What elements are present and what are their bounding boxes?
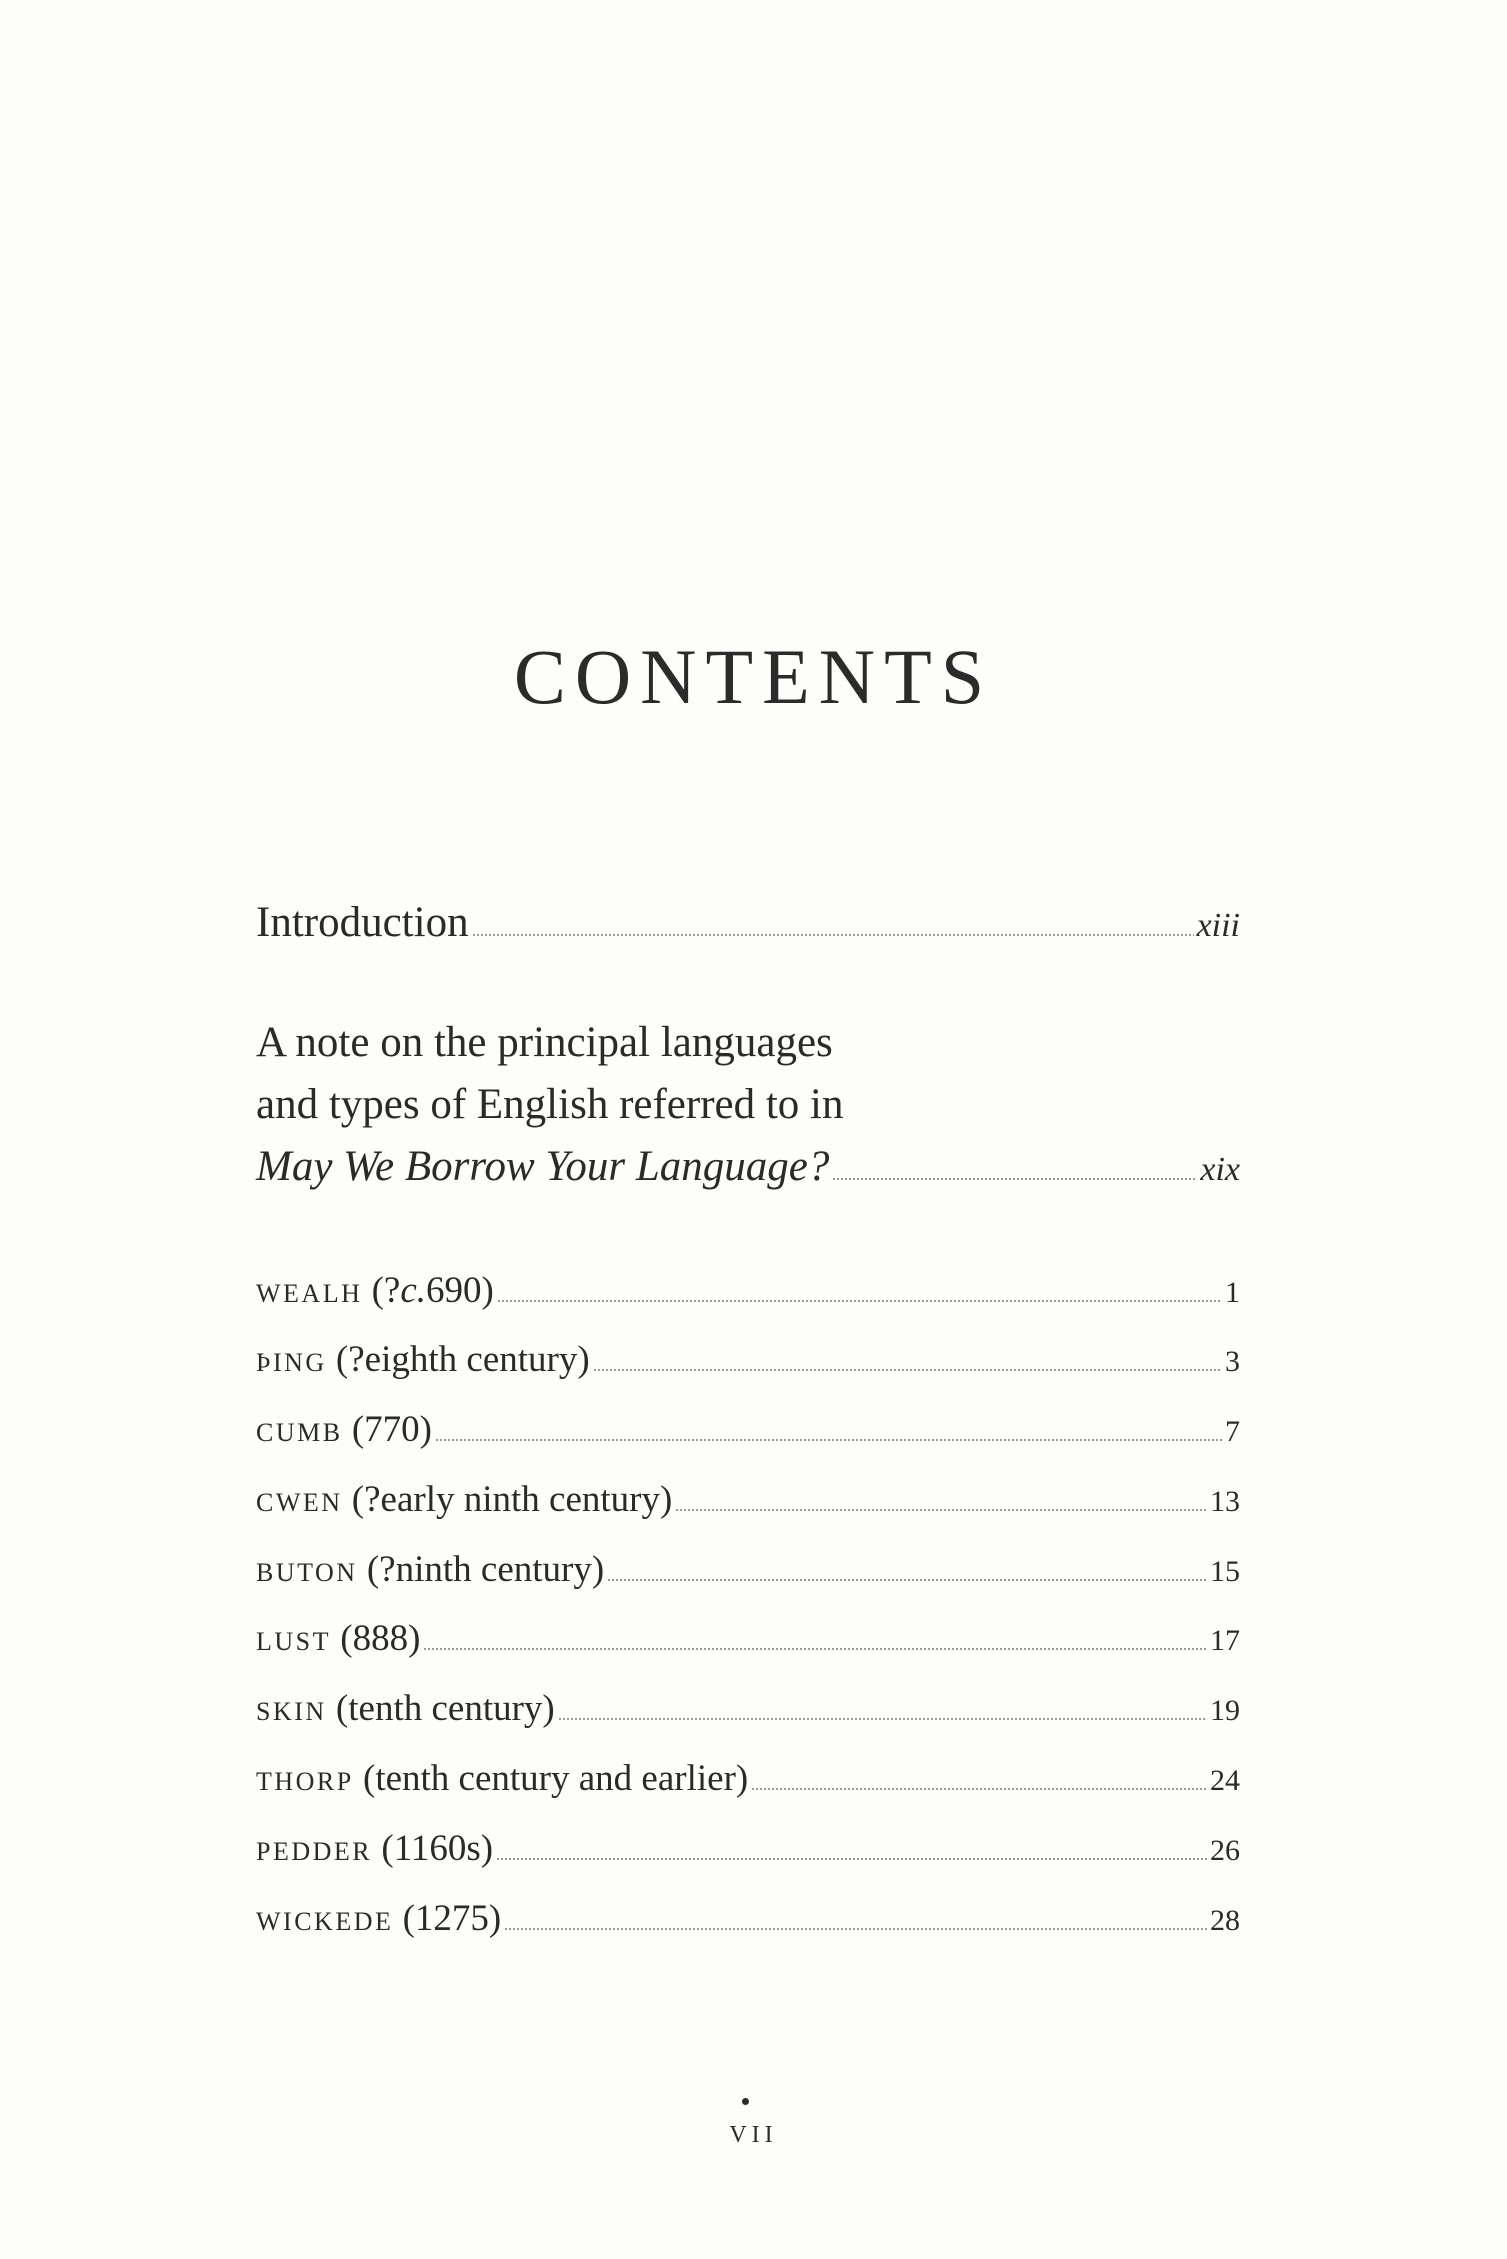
toc-entry[interactable] (256, 1756, 1240, 1804)
toc-page-number: 24 (1210, 1764, 1240, 1797)
dot-leader (472, 934, 1194, 936)
entry-headword: lust (256, 1618, 331, 1659)
toc-entry[interactable] (256, 1616, 1240, 1664)
dot-leader (423, 1648, 1207, 1650)
toc-entry[interactable] (256, 1826, 1240, 1874)
toc-page-number: xix (1200, 1151, 1240, 1188)
entry-date: (?ninth century) (357, 1549, 605, 1590)
dot-leader (675, 1509, 1207, 1511)
toc-page-number: 15 (1210, 1555, 1240, 1588)
dot-leader (558, 1718, 1207, 1720)
entry-date: (1275) (393, 1898, 502, 1939)
toc-entry[interactable] (256, 1547, 1240, 1595)
toc-entry[interactable] (256, 1686, 1240, 1734)
dot-leader (607, 1579, 1207, 1581)
entry-headword: cwen (256, 1479, 343, 1520)
entry-date: (?early ninth century) (342, 1479, 673, 1520)
toc-page-number: 28 (1210, 1904, 1240, 1937)
entry-date: (tenth century and earlier) (353, 1758, 749, 1799)
toc-page-number: 17 (1210, 1624, 1240, 1657)
toc-item-introduction[interactable] (256, 898, 1240, 951)
dot-leader (593, 1369, 1222, 1371)
note-line-1: A note on the principal languages (256, 1019, 833, 1066)
page-title: CONTENTS (513, 633, 994, 720)
entry-date: (1160s) (372, 1828, 494, 1869)
page-folio: VII (729, 2122, 778, 2148)
note-line-2: and types of English referred to in (256, 1081, 844, 1128)
dot-leader (497, 1300, 1222, 1302)
entry-date: (888) (331, 1618, 421, 1659)
dot-leader (832, 1178, 1197, 1180)
toc-page-number: 19 (1210, 1694, 1240, 1727)
dot-leader (751, 1788, 1207, 1790)
entry-headword: thorp (256, 1758, 354, 1799)
entry-headword: þing (256, 1339, 327, 1380)
book-title-italic: May We Borrow Your Language? (256, 1143, 830, 1190)
entry-headword: cumb (256, 1409, 343, 1450)
folio-bullet-icon (742, 2098, 749, 2105)
dot-leader (496, 1858, 1207, 1860)
toc-item-label: Introduction (256, 899, 469, 946)
toc-page-number: 13 (1210, 1485, 1240, 1518)
dot-leader (435, 1439, 1222, 1441)
entry-date: (?eighth century) (326, 1339, 590, 1380)
toc-entry[interactable] (256, 1477, 1240, 1525)
toc-entry[interactable] (256, 1896, 1240, 1944)
entry-headword: wickede (256, 1898, 394, 1939)
toc-page-number: 7 (1225, 1415, 1240, 1448)
toc-entry[interactable] (256, 1407, 1240, 1455)
toc-page-number: 3 (1225, 1345, 1240, 1378)
toc-page-number: 26 (1210, 1834, 1240, 1867)
toc-page-number: 1 (1225, 1276, 1240, 1309)
note-line-3 (256, 1142, 1240, 1195)
dot-leader (504, 1928, 1207, 1930)
toc-entry[interactable] (256, 1268, 1240, 1316)
toc-entry[interactable] (256, 1337, 1240, 1385)
entry-date: (tenth century) (326, 1688, 555, 1729)
entry-date: (?c.690) (362, 1270, 494, 1311)
entry-date: (770) (342, 1409, 432, 1450)
entry-headword: skin (256, 1688, 327, 1729)
entry-headword: buton (256, 1549, 358, 1590)
entry-headword: pedder (256, 1828, 373, 1869)
toc-page-number: xiii (1196, 907, 1240, 944)
entry-headword: wealh (256, 1270, 363, 1311)
